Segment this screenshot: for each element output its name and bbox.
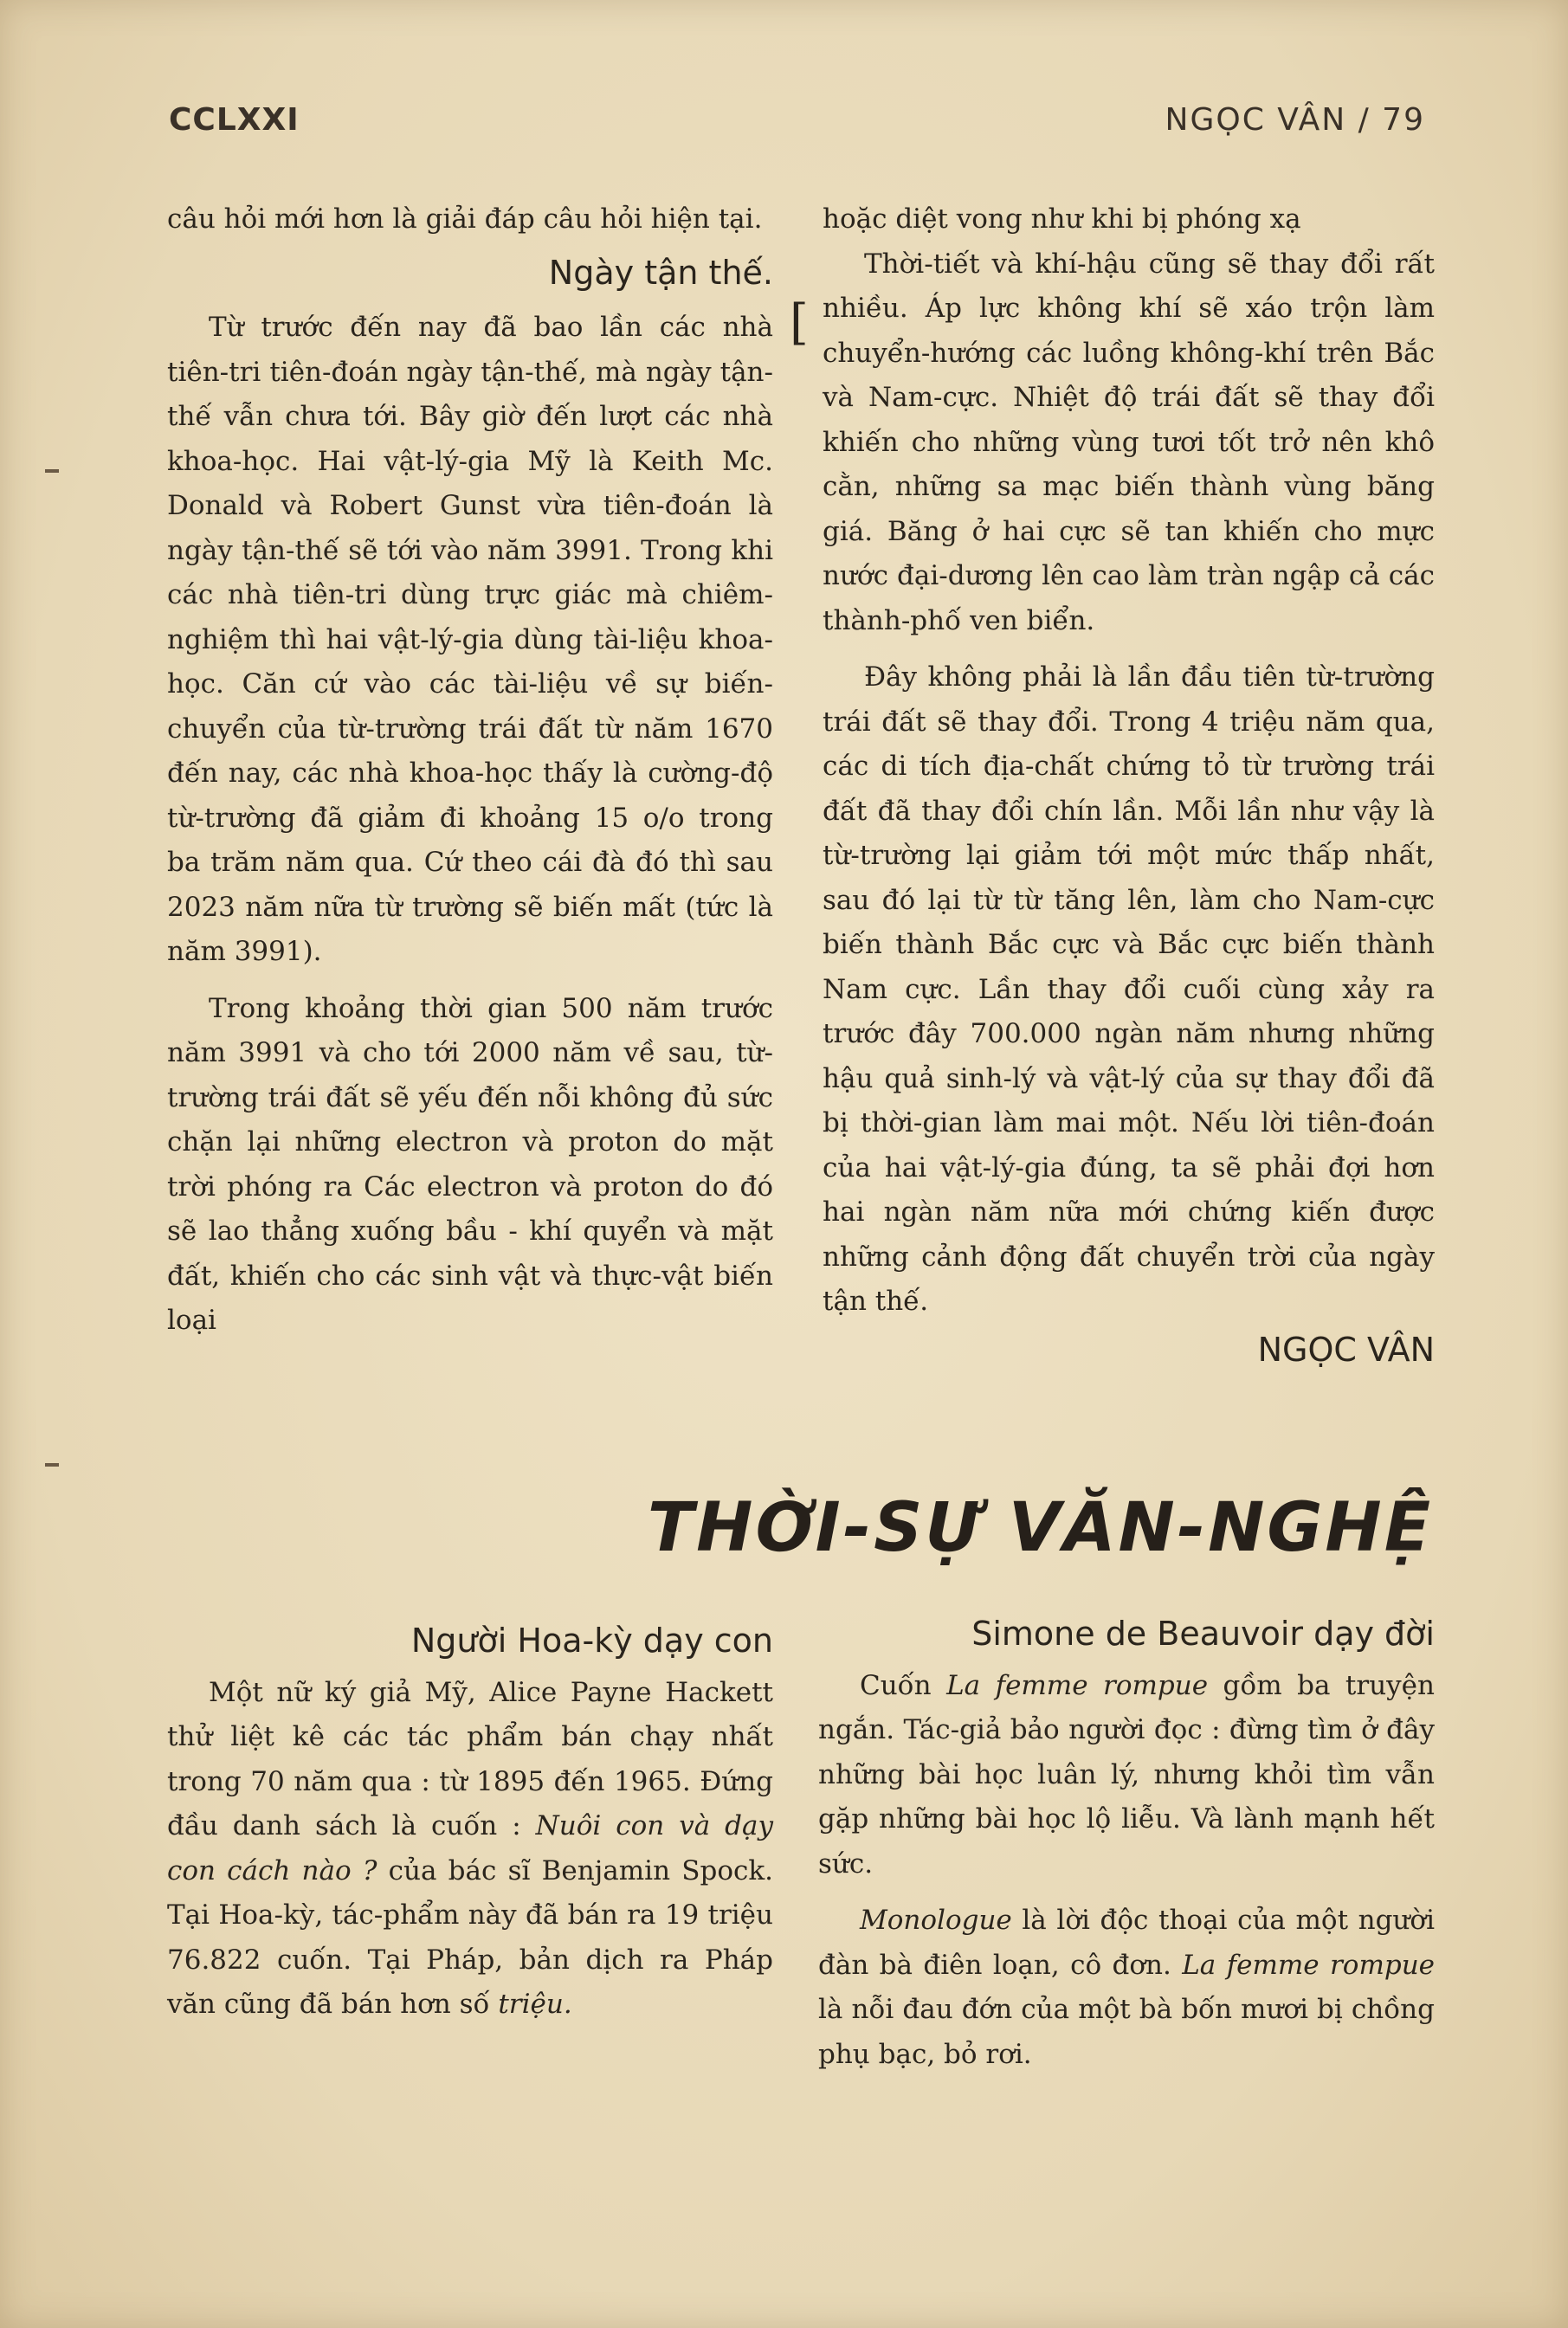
paragraph: Cuốn La femme rompue gồm ba truyện ngắn. Tác-giả bảo người đọc : đừng tìm ở đây những bài học luân lý, nhưng khỏi tìm vẫn gặp những bài học lộ liễu. Và lành mạnh hết sức. <box>818 1669 1435 1880</box>
book-title: La femme rompue <box>1182 1949 1435 1981</box>
margin-bracket-mark: [ <box>790 294 809 351</box>
article-heading-beauvoir: Simone de Beauvoir dạy đời <box>971 1615 1435 1653</box>
paragraph: Monologue là lời độc thoại của một người đàn bà điên loạn, cô đơn. La femme rompue là nỗi đau đớn của một bà bốn mươi bị chồng phụ bạc, bỏ rơi. <box>818 1905 1435 2070</box>
paragraph: Trong khoảng thời gian 500 năm trước năm 3991 và cho tới 2000 năm về sau, từ-trường trái đất sẽ yếu đến nỗi không đủ sức chặn lại những electron và proton do mặt trời phóng ra Các electron và proton do đó sẽ lao thẳng xuống bầu - khí quyển và mặt đất, khiến cho các sinh vật và thực-vật biến loại <box>167 992 773 1336</box>
binding-hole-mark <box>45 1463 59 1467</box>
author-signature: NGỌC VÂN <box>1257 1330 1435 1369</box>
paragraph: câu hỏi mới hơn là giải đáp câu hỏi hiện tại. <box>167 203 763 235</box>
issue-number: CCLXXI <box>169 102 300 138</box>
paragraph: Một nữ ký giả Mỹ, Alice Payne Hackett thử liệt kê các tác phẩm bán chạy nhất trong 70 năm qua : từ 1895 đến 1965. Đứng đầu danh sách là cuốn : Nuôi con và dạy con cách nào ? của bác sĩ Benjamin Spock. Tại Hoa-kỳ, tác-phẩm này đã bán ra 19 triệu 76.822 cuốn. Tại Pháp, bản dịch ra Pháp văn cũng đã bán hơn số triệu. <box>167 1676 773 2020</box>
article-column-1 <box>167 197 773 1344</box>
book-title: La femme rompue <box>946 1669 1209 1701</box>
paragraph: Thời-tiết và khí-hậu cũng sẽ thay đổi rất nhiều. Áp lực không khí sẽ xáo trộn làm chuyển-hướng các luồng không-khí trên Bắc và Nam-cực. Nhiệt độ trái đất sẽ thay đổi khiến cho những vùng tươi tốt trở nên khô cằn, những sa mạc biến thành vùng băng giá. Băng ở hai cực sẽ tan khiến cho mực nước đại-dương lên cao làm tràn ngập cả các thành-phố ven biển. <box>823 248 1435 636</box>
page-header <box>169 102 1425 145</box>
paragraph: Từ trước đến nay đã bao lần các nhà tiên-tri tiên-đoán ngày tận-thế, mà ngày tận-thế vẫn chưa tới. Bây giờ đến lượt các nhà khoa-học. Hai vật-lý-gia Mỹ là Keith Mc. Donald và Robert Gunst vừa tiên-đoán là ngày tận-thế sẽ tới vào năm 3991. Trong khi các nhà tiên-tri dùng trực giác mà chiêm-nghiệm thì hai vật-lý-gia dùng tài-liệu khoa-học. Căn cứ vào các tài-liệu về sự biến-chuyển của từ-trường trái đất từ năm 1670 đến nay, các nhà khoa-học thấy là cường-độ từ-trường đã giảm đi khoảng 15 o/o trong ba trăm năm qua. Cứ theo cái đà đó thì sau 2023 năm nữa từ trường sẽ biến mất (tức là năm 3991). <box>167 312 773 967</box>
author-page-number: NGỌC VÂN / 79 <box>1165 102 1425 138</box>
article-heading-american-parenting: Người Hoa-kỳ dạy con <box>410 1622 773 1660</box>
section-heading-doomsday: Ngày tận thế. <box>548 253 773 292</box>
article-column-3 <box>167 1619 773 2028</box>
binding-hole-mark <box>45 469 59 473</box>
article-column-2 <box>823 197 1435 1372</box>
article-column-4 <box>818 1612 1435 2077</box>
book-title: Monologue <box>860 1905 1012 1936</box>
section-title: THỜI-SỰ VĂN-NGHỆ <box>647 1489 1433 1567</box>
book-title: Nuôi con và dạy con cách nào ? <box>167 1810 773 1886</box>
paragraph: hoặc diệt vong như khi bị phóng xạ <box>823 203 1301 235</box>
paragraph: Đây không phải là lần đầu tiên từ-trường trái đất sẽ thay đổi. Trong 4 triệu năm qua, các di tích địa-chất chứng tỏ từ trường trái đất đã thay đổi chín lần. Mỗi lần như vậy là từ-trường lại giảm tới một mức thấp nhất, sau đó lại từ từ tăng lên, làm cho Nam-cực biến thành Bắc cực và Bắc cực biến thành Nam cực. Lần thay đổi cuối cùng xảy ra trước đây 700.000 ngàn năm nhưng những hậu quả sinh-lý và vật-lý của sự thay đổi đã bị thời-gian làm mai một. Nếu lời tiên-đoán của hai vật-lý-gia đúng, ta sẽ phải đợi hơn hai ngàn năm nữa mới chứng kiến được những cảnh động đất chuyển trời của ngày tận thế. <box>823 661 1435 1317</box>
